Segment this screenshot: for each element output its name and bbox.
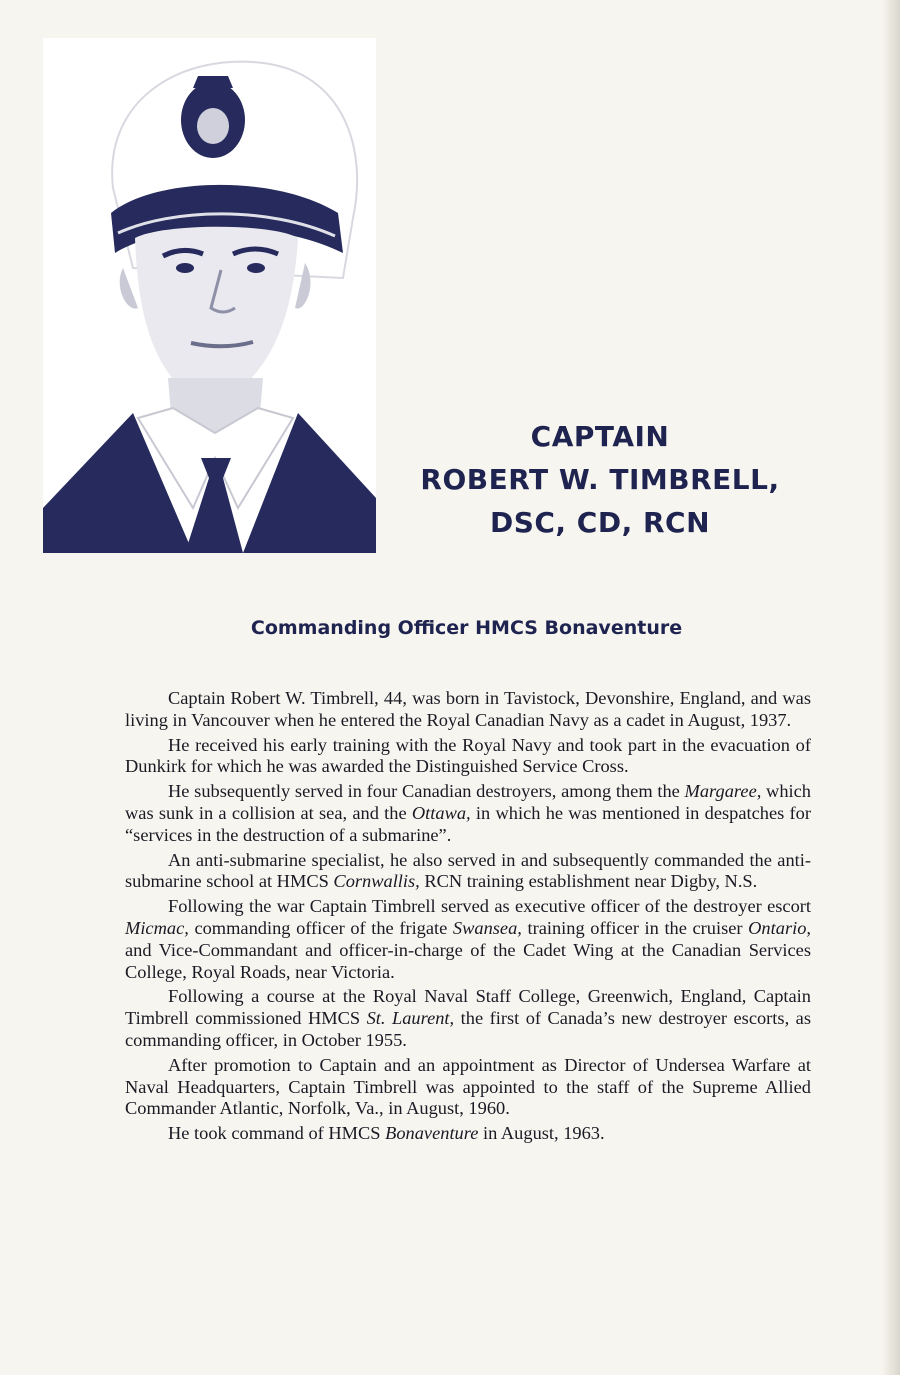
- bio-paragraph-8: [125, 1123, 811, 1145]
- text-run: training officer in the cruiser: [521, 917, 749, 938]
- decorations-line: DSC, CD, RCN: [489, 506, 711, 539]
- bio-paragraph-7: After promotion to Captain and an appointment as Director of Undersea Warfare at Naval Headquarters, Captain Timbrell was appointed to the staff of the Supreme Allied Commander Atlantic, Norfolk, Va., in August, 1960.: [125, 1054, 811, 1119]
- text-run: commanding officer of the frigate: [188, 917, 453, 938]
- officer-name-block: [333, 415, 867, 544]
- portrait-photo: [43, 38, 376, 553]
- bio-paragraph-5: [125, 896, 811, 983]
- officer-portrait-image: [43, 38, 376, 553]
- text-run: the first of Canada’s new destroyer escorts, as commanding officer, in October 1955.: [125, 1008, 811, 1050]
- ship-name: Ontario,: [748, 917, 811, 938]
- bio-paragraph-4: [125, 850, 811, 894]
- text-run: in August, 1963.: [478, 1123, 605, 1144]
- bio-paragraph-3: [125, 781, 811, 846]
- text-run: which was sunk in a collision at sea, and the: [125, 781, 811, 823]
- ship-name: Ottawa,: [411, 802, 471, 823]
- bio-paragraph-1: Captain Robert W. Timbrell, 44, was born in Tavistock, Devonshire, England, and was living in Vancouver when he entered the Royal Canadian Navy as a cadet in August, 1937.: [125, 688, 811, 730]
- text-run: Following the war Captain Timbrell served as executive officer of the destroyer escort: [168, 896, 811, 917]
- text-run: He subsequently served in four Canadian destroyers, among them the: [168, 781, 685, 802]
- ship-name: Margaree,: [684, 781, 762, 802]
- ship-name: Cornwallis,: [333, 871, 420, 892]
- biography: [125, 688, 811, 1148]
- text-run: and Vice-Commandant and officer-in-charge of the Cadet Wing at the Canadian Services College, Royal Roads, near Victoria.: [125, 939, 811, 982]
- bio-paragraph-6: [125, 986, 811, 1051]
- ship-name: Swansea,: [452, 917, 522, 938]
- ship-name: St. Laurent,: [366, 1008, 455, 1029]
- rank-line: CAPTAIN: [530, 420, 670, 453]
- text-run: An anti-submarine specialist, he also served in and subsequently commanded the anti-submarine school at HMCS: [125, 849, 811, 892]
- page-edge-shadow: [882, 0, 900, 1375]
- text-run: RCN training establishment near Digby, N.S.: [419, 871, 758, 892]
- text-run: in which he was mentioned in despatches for “services in the destruction of a submarine”.: [125, 802, 811, 845]
- text-run: He took command of HMCS: [168, 1123, 386, 1144]
- name-line: ROBERT W. TIMBRELL,: [420, 463, 780, 496]
- bio-paragraph-2: He received his early training with the Royal Navy and took part in the evacuation of Dunkirk for which he was awarded the Distinguished Service Cross.: [125, 734, 811, 777]
- subtitle: Commanding Officer HMCS Bonaventure: [250, 617, 683, 639]
- text-run: Following a course at the Royal Naval Staff College, Greenwich, England, Captain Timbrell commissioned HMCS: [125, 986, 811, 1029]
- ship-name: Bonaventure: [385, 1123, 479, 1144]
- ship-name: Micmac,: [125, 917, 189, 938]
